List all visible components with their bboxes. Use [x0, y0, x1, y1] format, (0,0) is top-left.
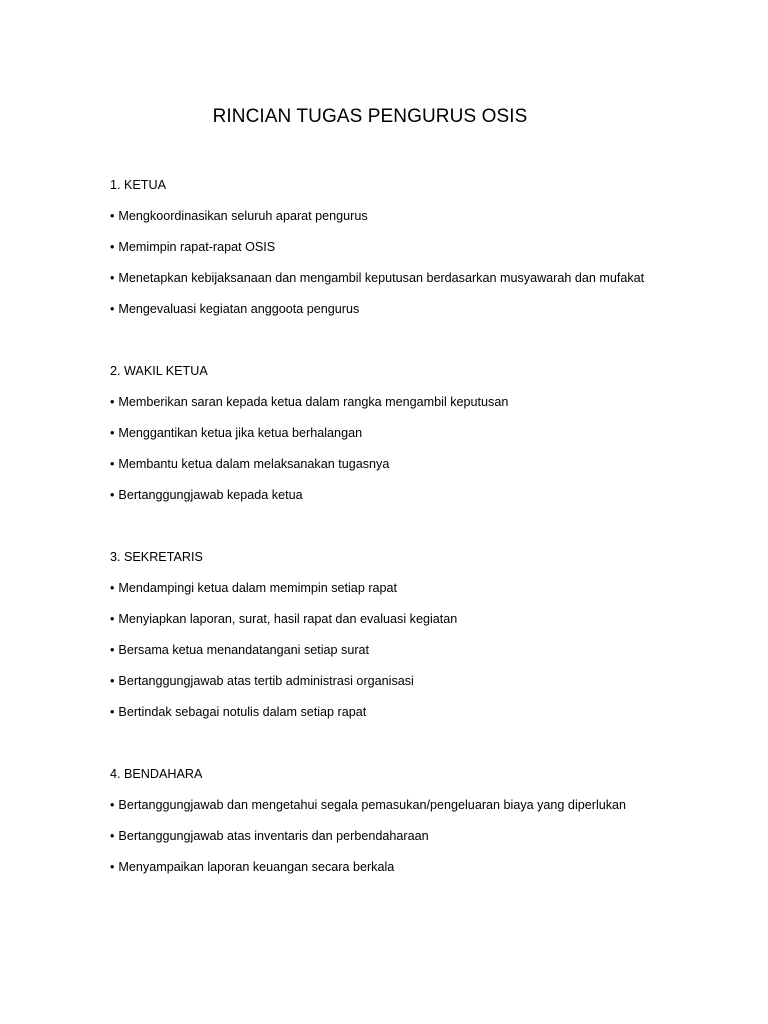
bullet-icon: • [110, 612, 115, 626]
list-item-text: Mengkoordinasikan seluruh aparat pengurus [118, 209, 368, 223]
section-bendahara [110, 765, 670, 876]
bullet-icon: • [110, 240, 115, 254]
list-item-text: Bertanggungjawab atas tertib administrasi organisasi [118, 674, 414, 688]
list-item-text: Mengevaluasi kegiatan anggoota pengurus [118, 302, 360, 316]
list-item [110, 579, 670, 597]
section-heading: 4. BENDAHARA [110, 767, 203, 781]
bullet-icon: • [110, 488, 115, 502]
list-item-text: Bertanggungjawab atas inventaris dan perbendaharaan [118, 829, 429, 843]
page-title: RINCIAN TUGAS PENGURUS OSIS [212, 106, 528, 127]
list-item [110, 796, 670, 814]
list-item-text: Memimpin rapat-rapat OSIS [118, 240, 276, 254]
list-item [110, 238, 670, 256]
section-heading: 2. WAKIL KETUA [110, 364, 208, 378]
list-item [110, 641, 670, 659]
section-ketua [110, 176, 670, 318]
bullet-icon: • [110, 457, 115, 471]
list-item [110, 858, 670, 876]
bullet-icon: • [110, 674, 115, 688]
list-item-text: Bertanggungjawab kepada ketua [118, 488, 303, 502]
bullet-icon: • [110, 209, 115, 223]
list-item [110, 486, 670, 504]
list-item-text: Memberikan saran kepada ketua dalam rangka mengambil keputusan [118, 395, 509, 409]
bullet-icon: • [110, 643, 115, 657]
section-heading: 3. SEKRETARIS [110, 550, 203, 564]
section-heading: 1. KETUA [110, 178, 166, 192]
bullet-icon: • [110, 271, 115, 285]
list-item [110, 424, 670, 442]
list-item-text: Bertanggungjawab dan mengetahui segala pemasukan/pengeluaran biaya yang diperlukan [118, 798, 627, 812]
list-item-text: Mendampingi ketua dalam memimpin setiap rapat [118, 581, 398, 595]
section-wakil-ketua [110, 362, 670, 504]
list-item-text: Bertindak sebagai notulis dalam setiap rapat [118, 705, 367, 719]
bullet-icon: • [110, 302, 115, 316]
list-item [110, 703, 670, 721]
bullet-icon: • [110, 426, 115, 440]
bullet-icon: • [110, 395, 115, 409]
list-item-text: Menggantikan ketua jika ketua berhalangan [118, 426, 363, 440]
list-item [110, 207, 670, 225]
document-body [110, 176, 670, 920]
bullet-icon: • [110, 829, 115, 843]
list-item-text: Bersama ketua menandatangani setiap surat [118, 643, 370, 657]
list-item [110, 672, 670, 690]
list-item [110, 455, 670, 473]
bullet-icon: • [110, 581, 115, 595]
list-item [110, 269, 670, 287]
list-item [110, 300, 670, 318]
list-item [110, 610, 670, 628]
bullet-icon: • [110, 705, 115, 719]
list-item-text: Menyiapkan laporan, surat, hasil rapat dan evaluasi kegiatan [118, 612, 458, 626]
list-item [110, 827, 670, 845]
list-item-text: Menyampaikan laporan keuangan secara berkala [118, 860, 395, 874]
list-item-text: Menetapkan kebijaksanaan dan mengambil keputusan berdasarkan musyawarah dan mufakat [118, 271, 645, 285]
list-item-text: Membantu ketua dalam melaksanakan tugasnya [118, 457, 390, 471]
bullet-icon: • [110, 798, 115, 812]
section-sekretaris [110, 548, 670, 721]
bullet-icon: • [110, 860, 115, 874]
list-item [110, 393, 670, 411]
